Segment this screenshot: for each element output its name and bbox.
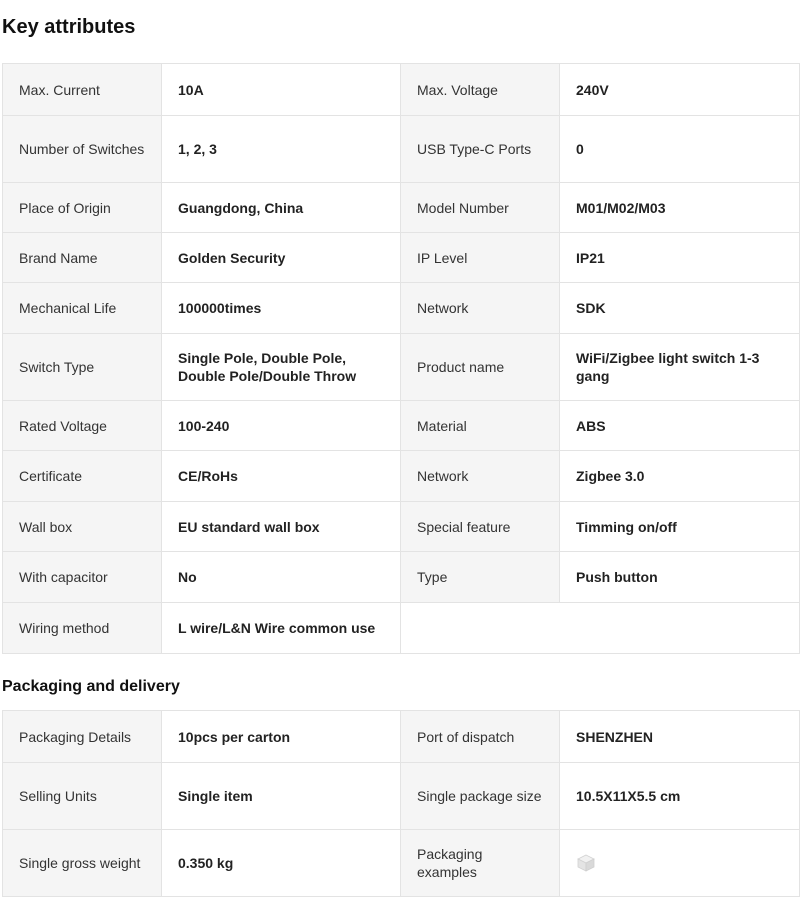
attribute-label-network: Network	[401, 283, 560, 334]
attribute-row	[3, 763, 800, 830]
attribute-value-number-of-switches: 1, 2, 3	[162, 116, 401, 183]
attribute-label-material: Material	[401, 401, 560, 451]
attribute-label-special-feature: Special feature	[401, 502, 560, 552]
attribute-value-ip-level: IP21	[560, 233, 800, 283]
attribute-label-brand-name: Brand Name	[3, 233, 162, 283]
attribute-row	[3, 711, 800, 763]
attribute-label-place-of-origin: Place of Origin	[3, 183, 162, 233]
packaging-table	[2, 710, 800, 897]
attribute-label-packaging-examples: Packaging examples	[401, 830, 560, 897]
attribute-value-max-current: 10A	[162, 64, 401, 116]
attribute-value-material: ABS	[560, 401, 800, 451]
attribute-value-special-feature: Timming on/off	[560, 502, 800, 552]
attribute-label-max-current: Max. Current	[3, 64, 162, 116]
attribute-label-type: Type	[401, 552, 560, 603]
attribute-value-certificate: CE/RoHs	[162, 451, 401, 502]
attribute-label-certificate: Certificate	[3, 451, 162, 502]
attribute-label-switch-type: Switch Type	[3, 334, 162, 401]
attribute-value-mechanical-life: 100000times	[162, 283, 401, 334]
attribute-label-single-gross-weight: Single gross weight	[3, 830, 162, 897]
attribute-label-rated-voltage: Rated Voltage	[3, 401, 162, 451]
key-attributes-title: Key attributes	[2, 16, 136, 38]
attribute-row	[3, 603, 800, 654]
attribute-value-product-name: WiFi/Zigbee light switch 1-3 gang	[560, 334, 800, 401]
attribute-row	[3, 183, 800, 233]
package-box-icon[interactable]	[576, 853, 596, 873]
attribute-row	[3, 233, 800, 283]
attribute-value-wiring-method: L wire/L&N Wire common use	[162, 603, 401, 654]
attribute-label-packaging-details: Packaging Details	[3, 711, 162, 763]
attribute-row	[3, 451, 800, 502]
attribute-label-model-number: Model Number	[401, 183, 560, 233]
attribute-value-single-gross-weight: 0.350 kg	[162, 830, 401, 897]
attribute-label-wall-box: Wall box	[3, 502, 162, 552]
attribute-row	[3, 502, 800, 552]
attribute-label-selling-units: Selling Units	[3, 763, 162, 830]
attribute-label-network: Network	[401, 451, 560, 502]
attribute-value-max-voltage: 240V	[560, 64, 800, 116]
key-attributes-table	[2, 63, 800, 654]
attribute-value-model-number: M01/M02/M03	[560, 183, 800, 233]
attribute-row	[3, 552, 800, 603]
attribute-row	[3, 116, 800, 183]
attribute-label-number-of-switches: Number of Switches	[3, 116, 162, 183]
attribute-value-selling-units: Single item	[162, 763, 401, 830]
empty-cell	[401, 603, 800, 654]
attribute-label-single-package-size: Single package size	[401, 763, 560, 830]
attribute-label-mechanical-life: Mechanical Life	[3, 283, 162, 334]
attribute-value-network: SDK	[560, 283, 800, 334]
attribute-label-with-capacitor: With capacitor	[3, 552, 162, 603]
attribute-value-port-of-dispatch: SHENZHEN	[560, 711, 800, 763]
attribute-label-wiring-method: Wiring method	[3, 603, 162, 654]
attribute-row	[3, 401, 800, 451]
attribute-row	[3, 334, 800, 401]
attribute-value-single-package-size: 10.5X11X5.5 cm	[560, 763, 800, 830]
attribute-row	[3, 830, 800, 897]
attribute-value-brand-name: Golden Security	[162, 233, 401, 283]
attribute-value-usb-type-c-ports: 0	[560, 116, 800, 183]
attribute-label-ip-level: IP Level	[401, 233, 560, 283]
attribute-value-rated-voltage: 100-240	[162, 401, 401, 451]
attribute-value-packaging-details: 10pcs per carton	[162, 711, 401, 763]
attribute-value-packaging-examples	[560, 830, 800, 897]
attribute-row	[3, 283, 800, 334]
attribute-value-wall-box: EU standard wall box	[162, 502, 401, 552]
attribute-row	[3, 64, 800, 116]
attribute-value-type: Push button	[560, 552, 800, 603]
attribute-label-max-voltage: Max. Voltage	[401, 64, 560, 116]
attribute-value-switch-type: Single Pole, Double Pole, Double Pole/Double Throw	[162, 334, 401, 401]
attribute-value-network: Zigbee 3.0	[560, 451, 800, 502]
attribute-value-with-capacitor: No	[162, 552, 401, 603]
attribute-label-port-of-dispatch: Port of dispatch	[401, 711, 560, 763]
attribute-label-usb-type-c-ports: USB Type-C Ports	[401, 116, 560, 183]
packaging-title: Packaging and delivery	[2, 678, 180, 695]
attribute-label-product-name: Product name	[401, 334, 560, 401]
attribute-value-place-of-origin: Guangdong, China	[162, 183, 401, 233]
